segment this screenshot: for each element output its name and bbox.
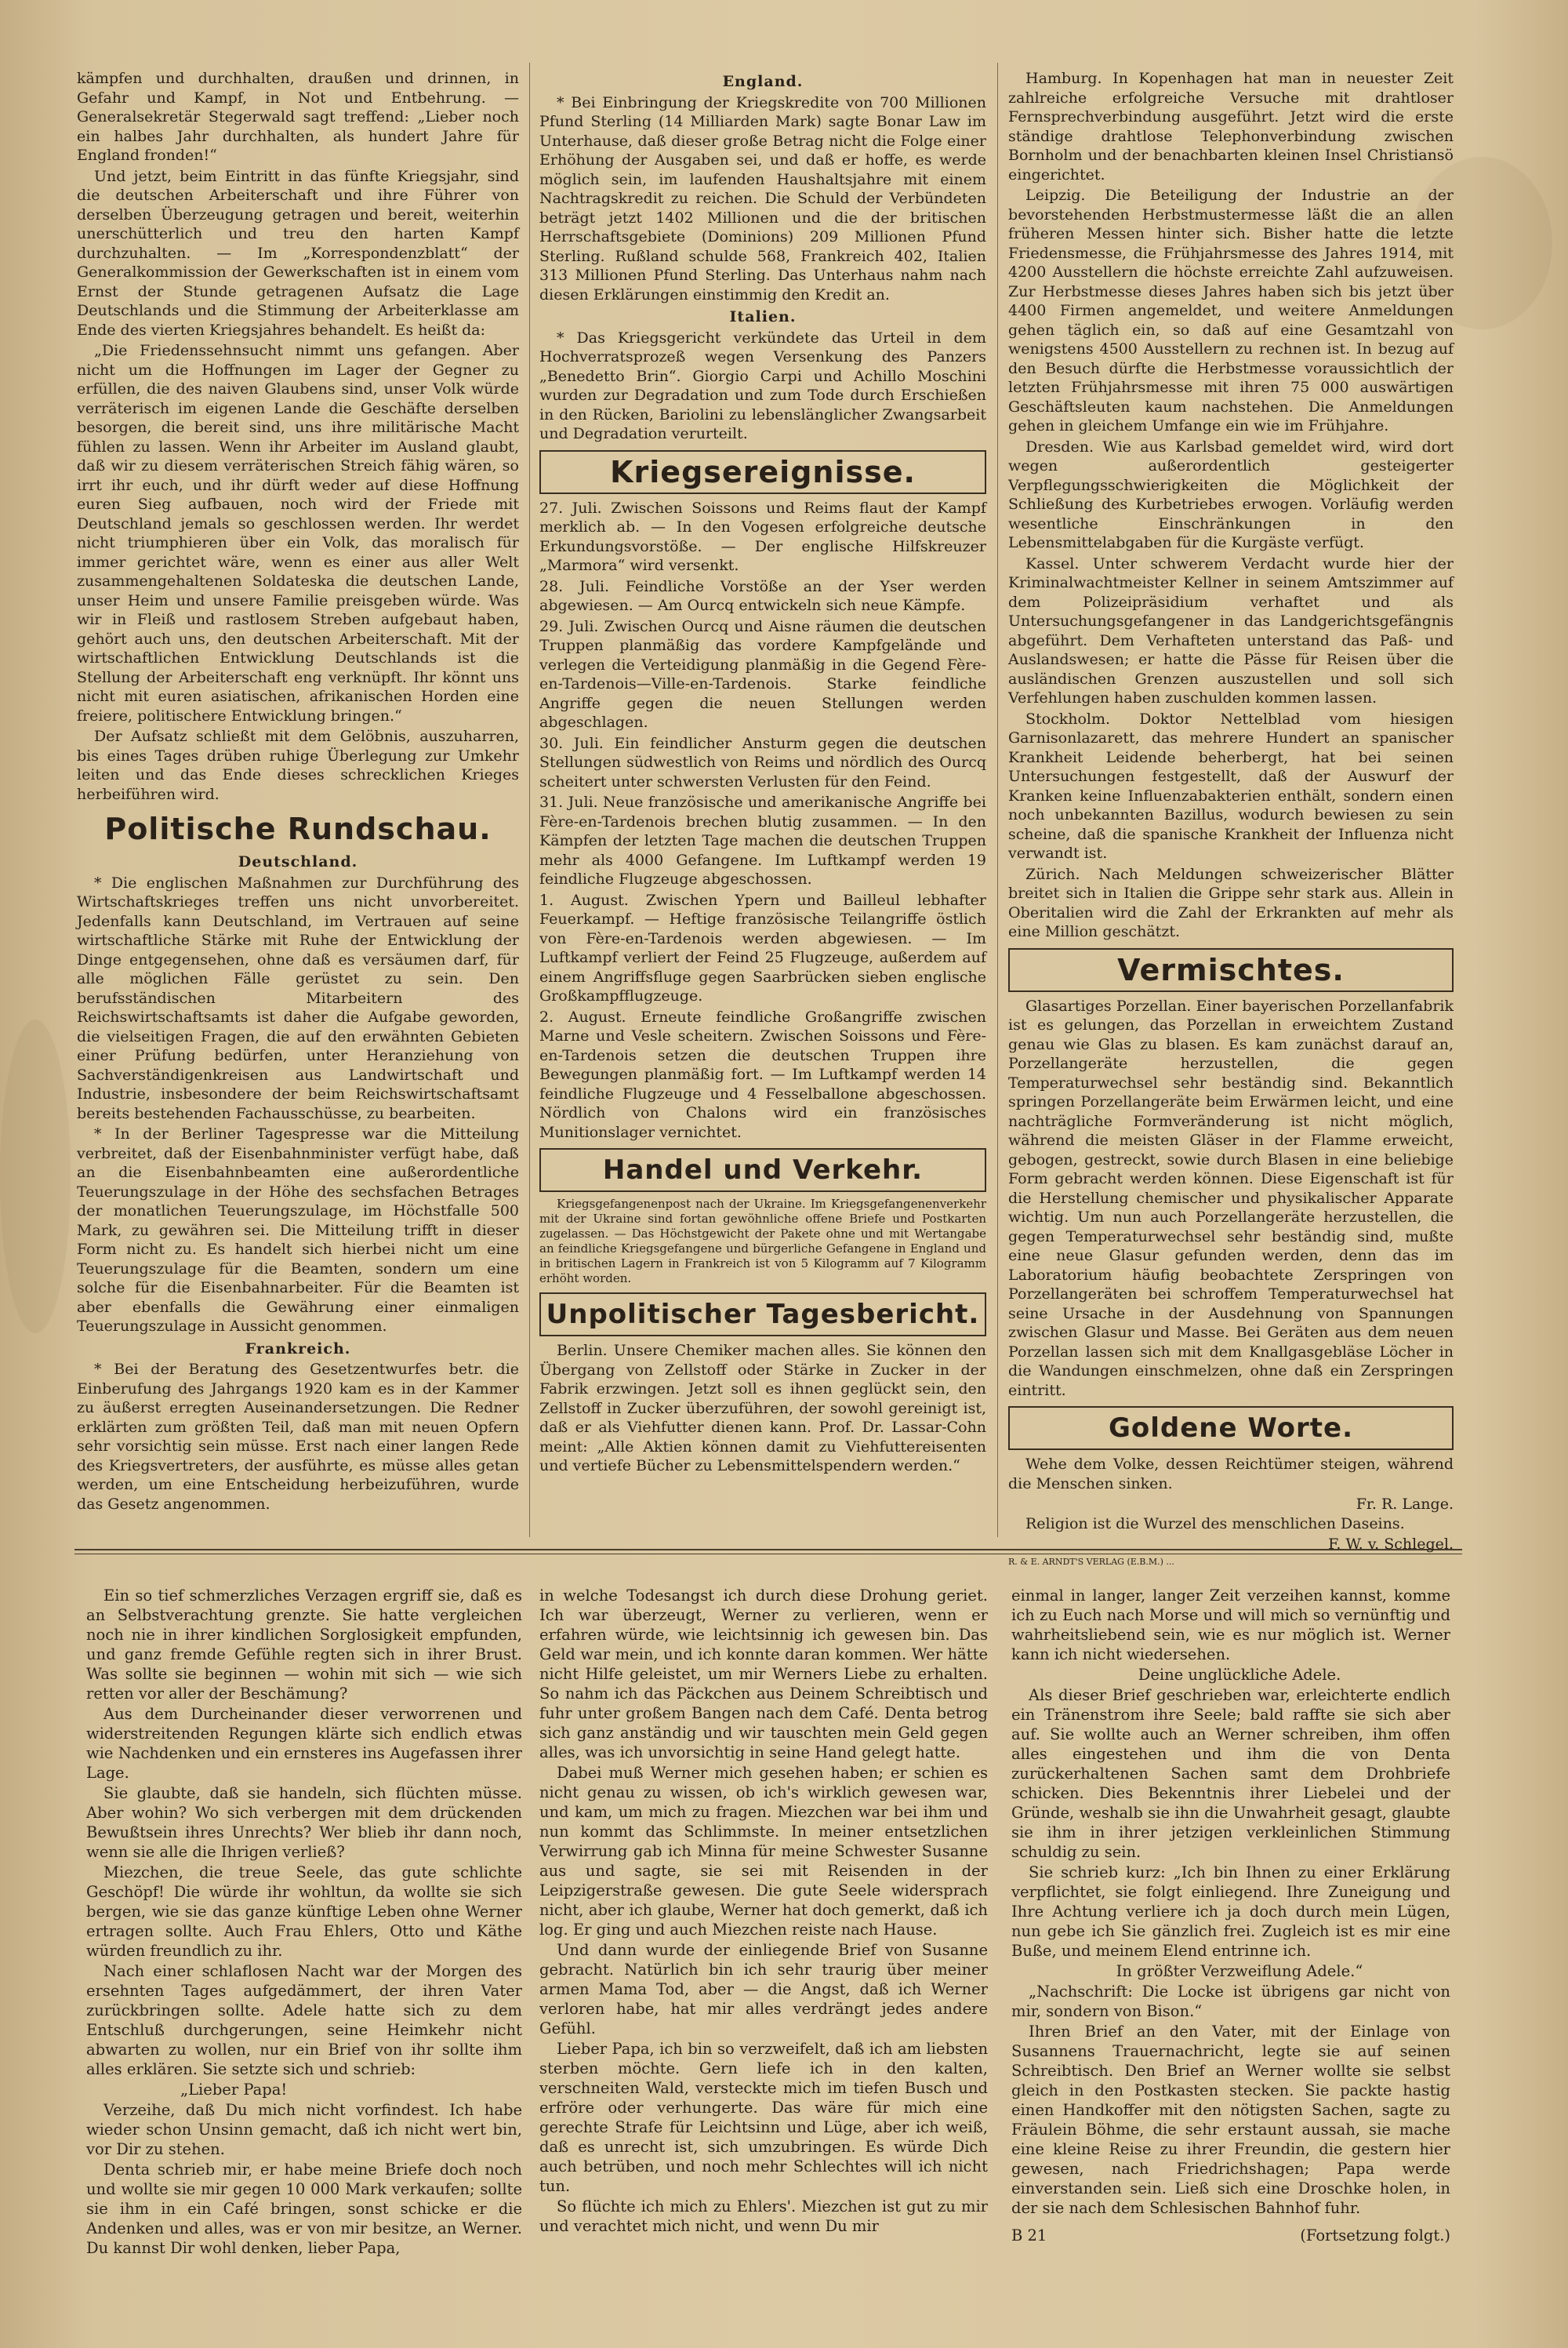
paragraph: Verzeihe, daß Du mich nicht vorfindest. Ich habe wieder schon Unsinn gemacht, daß ich nicht wert bin, vor Dir zu stehen. xyxy=(86,2101,522,2158)
paragraph: Miezchen, die treue Seele, das gute schlichte Geschöpf! Die würde ihr wohltun, da wollte sie sich bergen, wie sie das ganze künftige Leben ohne Werner ertragen sollte. Auch Frau Ehlers, Otto und Käthe würden freundlich zu ihr. xyxy=(86,1863,522,1960)
paragraph: * Bei der Beratung des Gesetzentwurfes betr. die Einberufung des Jahrgangs 1920 kam es in der Kammer zu äußerst erregten Auseinandersetzungen. Die Redner erklärten zum größten Teil, daß man mit neuen Opfern sehr vorsichtig sein müsse. Erst nach einer langen Rede des Kriegsvertreters, der ausführte, es müsse alles getan werden, um eine Entscheidung herbeizuführen, wurde das Gesetz angenommen. xyxy=(77,1361,519,1513)
quote-author: Fr. R. Lange. xyxy=(1356,1496,1454,1513)
novel-column-2 xyxy=(539,1586,988,2323)
subhead-deutschland: Deutschland. xyxy=(238,853,358,871)
quote-author: F. W. v. Schlegel. xyxy=(1328,1536,1454,1553)
section-title-unpolitisch: Unpolitischer Tagesbericht. xyxy=(546,1299,980,1330)
paragraph: „Die Friedenssehnsucht nimmt uns gefangen. Aber nicht um die Hoffnungen im Lager der Gegner zu erfüllen, die des naiven Glaubens sind, unser Volk würde verräterisch im eigenen Lande die Geschäfte derselben besorgen, die bereit sind, uns ihre militärische Macht fühlen zu lassen. Wenn ihr Arbeiter im Ausland glaubt, daß wir zu diesem verräterischen Streich fähig wären, so irrt ihr euch, und ihr dürft weder auf diese Hoffnung euren Sieg aufbauen, noch wird der Friede mit Deutschland jemals so geschlossen werden. Ihr werdet nicht triumphieren über ein Volk, das moralisch für immer gerichtet wäre, wenn es einer aus aller Welt zusammengehaltenen Soldateska die deutschen Lande, unser Heim und unsere Familie preisgeben würde. Was wir in Fleiß und rastlosem Streben aufgebaut haben, gehört auch uns, den deutschen Arbeiterschaft. Mit der wirtschaftlichen Entwicklung Deutschlands ist die Stellung der Arbeiterschaft eng verknüpft. Ihr könnt uns nicht mit euren asiatischen, afrikanischen Horden eine freiere, politischere Entwicklung bringen.“ xyxy=(77,342,519,725)
section-title-rundschau: Politische Rundschau. xyxy=(104,812,492,846)
section-title-handel: Handel und Verkehr. xyxy=(602,1154,924,1186)
novel-column-1 xyxy=(86,1586,522,2323)
paragraph: * In der Berliner Tagespresse war die Mitteilung verbreitet, daß der Eisenbahnminister verfügt habe, daß an die Eisenbahnbeamten eine außerordentliche Teuerungszulage in der Höhe des sechsfachen Betrages der monatlichen Teuerungszulage, im Höchstfalle 500 Mark, zu gewähren sei. Die Mitteilung trifft in dieser Form nicht zu. Es handelt sich hierbei nicht um eine Teuerungszulage für die Beamten, sondern um eine solche für die Eisenbahnarbeiter. Für die Beamten ist aber ebenfalls die Gewährung einer einmaligen Teuerungszulage in Aussicht genommen. xyxy=(77,1125,519,1335)
list-item: 31. Juli. Neue französische und amerikanische Angriffe bei Fère-en-Tardenois brechen blutig zusammen. — In den Kämpfen der letzten Tage machen die deutschen Truppen mehr als 4000 Gefangene. Im Luftkampf werden 19 feindliche Flugzeuge abgeschossen. xyxy=(539,794,986,888)
paragraph: Glasartiges Porzellan. Einer bayerischen Porzellanfabrik ist es gelungen, das Porzellan in erweichtem Zustand genau wie Glas zu blasen. Es kam zunächst darauf an, Porzellangeräte herzustellen, die gegen Temperaturwechsel sehr beständig sind. Bekanntlich springen Porzellangeräte beim Erwärmen leicht, und eine nachträgliche Formveränderung ist nicht möglich, während die meisten Gläser in der Flamme erweicht, gebogen, gestreckt, sowie durch Blasen in eine beliebige Form gebracht werden können. Diese Eigenschaft ist für die Herstellung chemischer und physikalischer Apparate wichtig. Um nun auch Porzellangeräte herzustellen, die gegen Temperaturwechsel sehr beständig sind, mußte eine neue Glasur gefunden werden, denn das im Laboratorium häufig beobachtete Zerspringen von Porzellangeräten bei schroffem Temperaturwechsel hat seine Ursache in der Ausdehnung von Spannungen zwischen Glasur und Masse. Bei Geräten aus dem neuen Porzellan lassen sich mit dem Knallgasgebläse Löcher in die Wandungen einschmelzen, ohne daß ein Zerspringen eintritt. xyxy=(1008,997,1454,1399)
section-title-vermischtes: Vermischtes. xyxy=(1117,952,1345,987)
paragraph: Nach einer schlaflosen Nacht war der Morgen des ersehnten Tages aufgedämmert, der ihren Vater zurückbringen sollte. Adele hatte sich zu dem Entschluß durchgerungen, seine Heimkehr nicht abwarten zu wollen, nur ein Brief von ihr sollte ihm alles erklären. Sie setzte sich und schrieb: xyxy=(86,1962,522,2078)
footnote-code: B 21 xyxy=(1011,2226,1047,2244)
section-title-goldene-worte: Goldene Worte. xyxy=(1108,1412,1354,1444)
paragraph: Sie glaubte, daß sie handeln, sich flüchten müsse. Aber wohin? Wo sich verbergen mit dem drückenden Bewußtsein ihres Unrechts? Wer blieb ihr dann noch, wenn sie alle die Ihrigen verließ? xyxy=(86,1784,522,1861)
list-item: 30. Juli. Ein feindlicher Ansturm gegen die deutschen Stellungen südwestlich von Reims und nördlich des Ourcq scheitert unter schwersten Verlusten für den Feind. xyxy=(539,734,986,791)
paragraph: „Nachschrift: Die Locke ist übrigens gar nicht von mir, sondern von Bison.“ xyxy=(1011,1983,1450,2020)
paragraph: So flüchte ich mich zu Ehlers'. Miezchen ist gut zu mir und verachtet mich nicht, und wenn Du mir xyxy=(539,2197,988,2235)
novel-column-3 xyxy=(1011,1586,1450,2323)
column-1 xyxy=(77,69,519,1551)
list-item: 1. August. Zwischen Ypern und Bailleul lebhafter Feuerkampf. — Heftige französische Teilangriffe östlich von Fère-en-Tardenois werden abgewiesen. — Im Luftkampf verliert der Feind 25 Flugzeuge, außerdem auf einem Angriffsfluge gegen Saarbrücken sieben englische Großkampfflugzeuge. xyxy=(539,891,986,1005)
paragraph: Zürich. Nach Meldungen schweizerischer Blätter breitet sich in Italien die Grippe sehr stark aus. Allein in Oberitalien wird die Zahl der Erkrankten auf mehr als eine Million geschätzt. xyxy=(1008,865,1454,940)
paragraph: Lieber Papa, ich bin so verzweifelt, daß ich am liebsten sterben möchte. Gern liefe ich in den kalten, verschneiten Wald, versteckte mich im tiefen Busch und erfröre oder verhungerte. Das wäre für mich eine gerechte Strafe für Leichtsinn und Lüge, aber ich weiß, daß es unrecht ist, sich umzubringen. Es würde Dich auch betrüben, und noch mehr Schlechtes will ich nicht tun. xyxy=(539,2040,988,2195)
quote: Wehe dem Volke, dessen Reichtümer steigen, während die Menschen sinken. xyxy=(1008,1456,1454,1492)
paragraph: „Lieber Papa! xyxy=(180,2081,288,2099)
paragraph: Hamburg. In Kopenhagen hat man in neuester Zeit zahlreiche erfolgreiche Versuche mit drahtloser Fernsprechverbindung ausgeführt. Jetzt wird die erste ständige drahtlose Telephonverbindung zwischen Bornholm und der benachbarten kleinen Insel Christiansö eingerichtet. xyxy=(1008,70,1454,184)
paragraph: Stockholm. Doktor Nettelblad vom hiesigen Garnisonlazarett, das mehrere Hundert an spanischer Krankheit Leidende beherbergt, hat bei seinen Untersuchungen festgestellt, daß der Auswurf der Kranken keine Influenzabakterien enthält, sondern einen noch unbekannten Bazillus, wodurch bewiesen zu sein scheine, daß die spanische Krankheit der Influenza nicht verwandt ist. xyxy=(1008,710,1454,862)
paragraph: * Die englischen Maßnahmen zur Durchführung des Wirtschaftskrieges treffen uns nicht unvorbereitet. Jedenfalls kann Deutschland, im Vertrauen auf seine wirtschaftliche Stärke mit Ruhe der Entwicklung der Dinge entgegensehen, ohne daß es versäumen darf, für alle möglichen Fälle gerüstet zu sein. Den berufsständischen Mitarbeitern des Reichswirtschaftsamts ist daher die Aufgabe geworden, die vielseitigen Fragen, die auf den erwähnten Gebieten einer Prüfung bedürfen, unter Heranziehung von Sachverständigenkreisen aus Landwirtschaft und Industrie, insbesondere der beim Reichswirtschaftsamt bereits bestehenden Fachausschüsse, zu bearbeiten. xyxy=(77,874,519,1122)
subhead-italien: Italien. xyxy=(729,308,797,325)
paragraph: * Das Kriegsgericht verkündete das Urteil in dem Hochverratsprozeß wegen Versenkung des Panzers „Benedetto Brin“. Giorgio Carpi und Achillo Moschini wurden zur Degradation und zum Tode durch Erschießen in den Rücken, Bariolini zu lebenslänglicher Zwangsarbeit und Degradation verurteilt. xyxy=(539,329,986,442)
paragraph: Denta schrieb mir, er habe meine Briefe doch noch und wollte sie mir gegen 10 000 Mark verkaufen; sollte sie ihm in ein Café bringen, sonst schicke er die Andenken und alles, was er von mir besitze, an Werner. Du kannst Dir wohl denken, lieber Papa, xyxy=(86,2161,522,2257)
section-title-kriegsereignisse: Kriegsereignisse. xyxy=(610,454,916,489)
paragraph: Kriegsgefangenenpost nach der Ukraine. Im Kriegsgefangenenverkehr mit der Ukraine sind fortan gewöhnliche offene Briefe und Postkarten zugelassen. — Das Höchstgewicht der Pakete ohne und mit Wertangabe an feindliche Kriegsgefangene und bürgerliche Gefangene in England und in britischen Lagern in Frankreich ist von 5 Kilogramm auf 7 Kilogramm erhöht worden. xyxy=(539,1197,986,1285)
paragraph: Dresden. Wie aus Karlsbad gemeldet wird, wird dort wegen außerordentlich gesteigerter Verpflegungsschwierigkeiten die Möglichkeit der Schließung des Kurbetriebes erwogen. Vorläufig werden wesentliche Einschränkungen in den Lebensmittelabgaben für die Kurgäste verfügt. xyxy=(1008,438,1454,551)
quote: Religion ist die Wurzel des menschlichen Daseins. xyxy=(1025,1514,1405,1532)
paragraph: Aus dem Durcheinander dieser verworrenen und widerstreitenden Regungen klärte sich endlich etwas wie Nachdenken und ein ernsteres ins Augefassen ihrer Lage. xyxy=(86,1705,522,1782)
paragraph: Berlin. Unsere Chemiker machen alles. Sie können den Übergang von Zellstoff oder Stärke in Zucker in der Fabrik erzwingen. Jetzt soll es ihnen geglückt sein, den Zellstoff in Zucker überzuführen, der sowohl gereinigt ist, daß er als Viehfutter dienen kann. Prof. Dr. Lassar-Cohn meint: „Alle Aktien können damit zu Viehfuttereisenten und vertiefe Bücher zu Lebensmittelspendern werden.“ xyxy=(539,1342,986,1474)
paragraph: in welche Todesangst ich durch diese Drohung geriet. Ich war überzeugt, Werner zu verlieren, wenn er erfahren würde, wie leichtsinnig ich gewesen bin. Das Geld war mein, und ich konnte daran kommen. Wer hätte nicht Hilfe geleistet, um mir Werners Liebe zu erhalten. So nahm ich das Päckchen aus Deinem Schreibtisch und fuhr unter großem Bangen nach dem Café. Denta betrog sich ganz anständig und wir tauschten mein Geld gegen alles, was ich unvorsichtig in seine Hand gelegt hatte. xyxy=(539,1587,988,1761)
paragraph: Und jetzt, beim Eintritt in das fünfte Kriegsjahr, sind die deutschen Arbeiterschaft und ihre Führer von derselben Überzeugung getragen und bereit, weiterhin unerschütterlich und treu den harten Kampf durchzuhalten. — Im „Korrespondenzblatt“ der Generalkommission der Gewerkschaften ist in einem vom Ernst der Stunde getragenen Aufsatz die Lage Deutschlands und die Stimmung der Arbeiterklasse am Ende des vierten Kriegsjahres behandelt. Es heißt da: xyxy=(77,167,519,339)
signature-line: Deine unglückliche Adele. xyxy=(1138,1666,1341,1684)
paragraph: Dabei muß Werner mich gesehen haben; er schien es nicht genau zu wissen, ob ich's wirklich gewesen war, und kam, um mich zu fragen. Miezchen war bei ihm und nun kommt das Schlimmste. In meiner entsetzlichen Verwirrung gab ich Minna für meine Schwester Susanne aus und sagte, sie sei mit Reisenden in der Leipzigerstraße gewesen. Die gute Seele widersprach nicht, aber ich glaube, Werner hat doch gemerkt, daß ich log. Er ging und auch Miezchen reiste nach Hause. xyxy=(539,1764,988,1939)
paragraph: Als dieser Brief geschrieben war, erleichterte endlich ein Tränenstrom ihre Seele; bald raffte sie sich aber auf. Sie wollte auch an Werner schreiben, ihm offen alles eingestehen und ihm die von Denta zurückerhaltenen Sachen samt dem Drohbriefe schicken. Dies Bekenntnis ihrer Liebelei und der Gründe, weshalb sie ihn die Unwahrheit gesagt, glaubte sie ihm in ihrer jetzigen verkleinlichen Stimmung schuldig zu sein. xyxy=(1011,1686,1450,1861)
column-2 xyxy=(539,69,986,1551)
paragraph: einmal in langer, langer Zeit verzeihen kannst, komme ich zu Euch nach Morse und will mich so vernünftig und wahrheitsliebend sein, wie es nur möglich ist. Werner kann ich nicht wiedersehen. xyxy=(1011,1587,1450,1663)
paragraph: kämpfen und durchhalten, draußen und drinnen, in Gefahr und Kampf, in Not und Entbehrung. — Generalsekretär Stegerwald sagt treffend: „Lieber noch ein halbes Jahr durchhalten, als hundert Jahre für England fronden!“ xyxy=(77,70,519,164)
list-item: 2. August. Erneute feindliche Großangriffe zwischen Marne und Vesle scheitern. Zwischen Soissons und Fère-en-Tardenois setzen die deutschen Truppen ihre Bewegungen planmäßig fort. — Im Luftkampf werden 14 feindliche Flugzeuge und 4 Fesselballone abgeschossen. Nördlich von Chalons wird ein französisches Munitionslager vernichtet. xyxy=(539,1008,986,1141)
paragraph: Leipzig. Die Beteiligung der Industrie an der bevorstehenden Herbstmustermesse läßt die an allen früheren Messen hinter sich. Bisher hatte die letzte Friedensmesse, die Frühjahrsmesse des Jahres 1914, mit 4200 Ausstellern die höchste erreichte Zahl aufzuweisen. Zur Herbstmesse dieses Jahres haben sich bis jetzt über 4400 Firmen angemeldet, und weitere Anmeldungen gehen täglich ein, so daß auf eine Gesamtzahl von wenigstens 4500 Ausstellern zu rechnen ist. In bezug auf den Besuch dürfte die Herbstmesse voraussichtlich der letzten Frühjahrsmesse mit ihren 75 000 auswärtigen Geschäftsleuten kaum nachstehen. Die Anmeldungen gehen in gleichem Umfange ein wie im Frühjahre. xyxy=(1008,187,1454,434)
signature-line: In größter Verzweiflung Adele.“ xyxy=(1116,1962,1363,1980)
paragraph: * Bei Einbringung der Kriegskredite von 700 Millionen Pfund Sterling (14 Milliarden Mark) sagte Bonar Law im Unterhause, daß dieser große Betrag nicht die Folge einer Erhöhung der Ausgaben sei, und daß er hoffe, es werde möglich sein, im laufenden Haushaltsjahre mit einem Nachtragskredit zu reichen. Die Schuld der Verbündeten beträgt jetzt 1402 Millionen und die der britischen Herrschaftsgebiete (Dominions) 209 Millionen Pfund Sterling. Rußland schulde 568, Frankreich 402, Italien 313 Millionen Pfund Sterling. Das Unterhaus nahm nach diesen Erklärungen einstimmig den Kredit an. xyxy=(539,93,986,303)
list-item: 27. Juli. Zwischen Soissons und Reims flaut der Kampf merklich ab. — In den Vogesen erfolgreiche deutsche Erkundungsvorstöße. — Der englische Hilfskreuzer „Marmora“ wird versenkt. xyxy=(539,499,986,574)
continuation-note: (Fortsetzung folgt.) xyxy=(1300,2226,1450,2244)
column-rule xyxy=(529,63,530,1537)
paragraph: Sie schrieb kurz: „Ich bin Ihnen zu einer Erklärung verpflichtet, sie folgt einliegend. Ihre Zuneigung und Ihre Achtung verliere ich ja doch durch mein Lügen, nun gebe ich Sie gänzlich frei. Zugleich ist es mir eine Buße, und meinem Elend entrinne ich. xyxy=(1011,1863,1450,1960)
paragraph: Kassel. Unter schwerem Verdacht wurde hier der Kriminalwachtmeister Kellner in seinem Amtszimmer auf dem Polizeipräsidium verhaftet und als Untersuchungsgefangener in das Landgerichtsgefängnis abgeführt. Dem Verhafteten unterstand das Paß- und Auslandswesen; er hatte die Pässe für Reisen über die ausländischen Grenzen auszustellen und soll sich Verfehlungen haben zuschulden kommen lassen. xyxy=(1008,554,1454,707)
paragraph: Und dann wurde der einliegende Brief von Susanne gebracht. Natürlich bin ich sehr traurig über meiner armen Mama Tod, aber — die Angst, daß ich Werner verloren habe, hat mir alles verdrängt jedes andere Gefühl. xyxy=(539,1941,988,2037)
column-3 xyxy=(1008,69,1454,1567)
column-rule xyxy=(997,63,998,1537)
paper-stain xyxy=(0,1020,71,1333)
subhead-frankreich: Frankreich. xyxy=(245,1339,351,1358)
list-item: 29. Juli. Zwischen Ourcq und Aisne räumen die deutschen Truppen planmäßig das vordere Kampfgelände und verlegen die Verteidigung planmäßig in die Gegend Fère-en-Tardenois—Ville-en-Tardenois. Starke feindliche Angriffe gegen die neuen Stellungen werden abgeschlagen. xyxy=(539,617,986,731)
subhead-england: England. xyxy=(722,73,804,90)
paragraph: Der Aufsatz schließt mit dem Gelöbnis, auszuharren, bis eines Tages drüben ruhige Überlegung zur Umkehr leiten und das Ende dieses schrecklichen Krieges herbeiführen wird. xyxy=(77,728,519,803)
list-item: 28. Juli. Feindliche Vorstöße an der Yser werden abgewiesen. — Am Ourcq entwickeln sich neue Kämpfe. xyxy=(539,577,986,614)
paragraph: Ein so tief schmerzliches Verzagen ergriff sie, daß es an Selbstverachtung grenzte. Sie hatte vergleichen noch nie in ihrer kindlichen Sorglosigkeit empfunden, und ganz fremde Gefühle regten sich in ihrer Brust. Was sollte sie beginnen — wohin mit sich — wie sich retten vor aller der Beschämung? xyxy=(86,1587,522,1703)
imprint: R. & E. ARNDT'S VERLAG (E.B.M.) ... xyxy=(1008,1556,1174,1567)
paragraph: Ihren Brief an den Vater, mit der Einlage von Susannens Trauernachricht, legte sie auf seinen Schreibtisch. Den Brief an Werner wollte sie selbst gleich in den Postkasten stecken. Sie packte hastig einen Handkoffer mit den nötigsten Sachen, sagte zu Fräulein Böhme, die sehr erstaunt aussah, sie mache eine kleine Reise zu ihrer Freundin, die gestern hier gewesen, nach Friedrichshagen; Papa werde einverstanden sein. Ließ sich eine Droschke holen, in der sie nach dem Schlesischen Bahnhof fuhr. xyxy=(1011,2023,1450,2217)
